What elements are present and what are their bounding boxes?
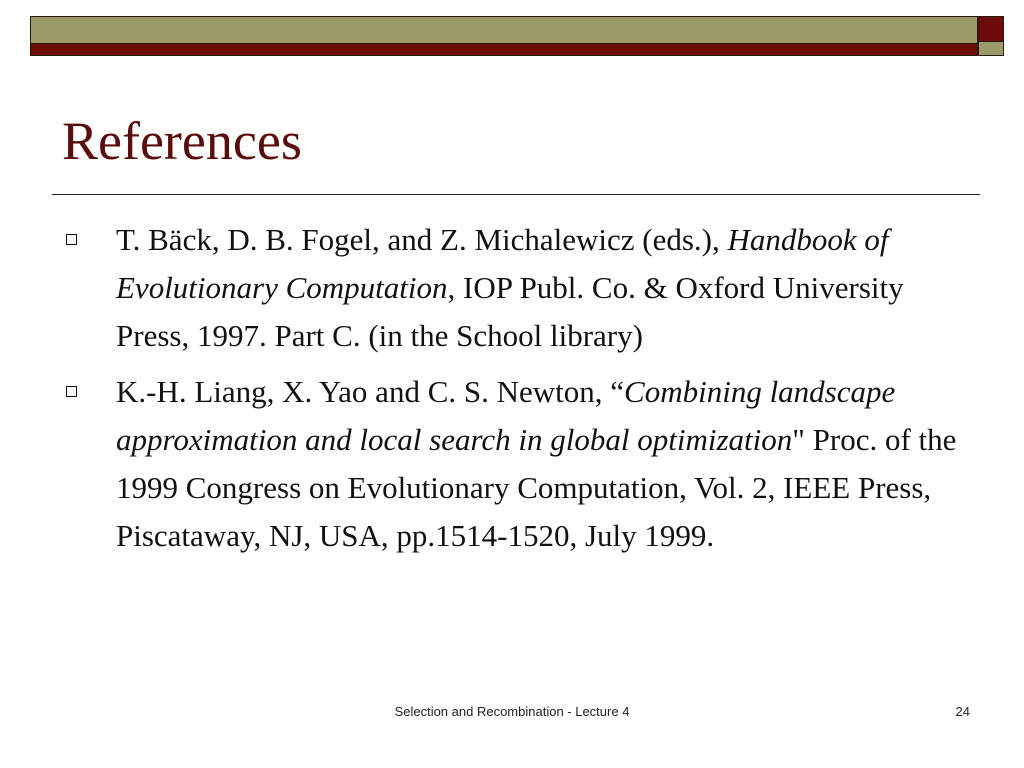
reference-title: Handbook of Evolutionary Computation: [116, 222, 889, 305]
reference-authors: K.-H. Liang, X. Yao and C. S. Newton, “: [116, 374, 625, 409]
slide-title: References: [62, 111, 302, 171]
hollow-square-bullet-icon: [66, 234, 77, 245]
reference-title: Combining landscape approximation and local search in global optimization: [116, 374, 896, 457]
reference-item: [62, 368, 962, 560]
header-olive-band: [31, 17, 977, 44]
reference-item: [62, 216, 962, 360]
title-divider: [52, 194, 980, 195]
header-decoration-bar: [30, 16, 978, 56]
header-corner-olive-square: [978, 42, 1004, 56]
page-number: 24: [955, 704, 970, 719]
reference-list: [62, 216, 962, 568]
hollow-square-bullet-icon: [66, 386, 77, 397]
reference-details: , IOP Publ. Co. & Oxford University Press, 1997. Part C. (in the School library): [116, 270, 904, 353]
slide-footer: Selection and Recombination - Lecture 4: [394, 704, 630, 719]
header-corner-maroon-square: [978, 16, 1004, 42]
reference-details: " Proc. of the 1999 Congress on Evolutionary Computation, Vol. 2, IEEE Press, Piscataway, NJ, USA, pp.1514-1520, July 1999.: [116, 422, 957, 553]
reference-authors: T. Bäck, D. B. Fogel, and Z. Michalewicz (eds.),: [116, 222, 720, 257]
